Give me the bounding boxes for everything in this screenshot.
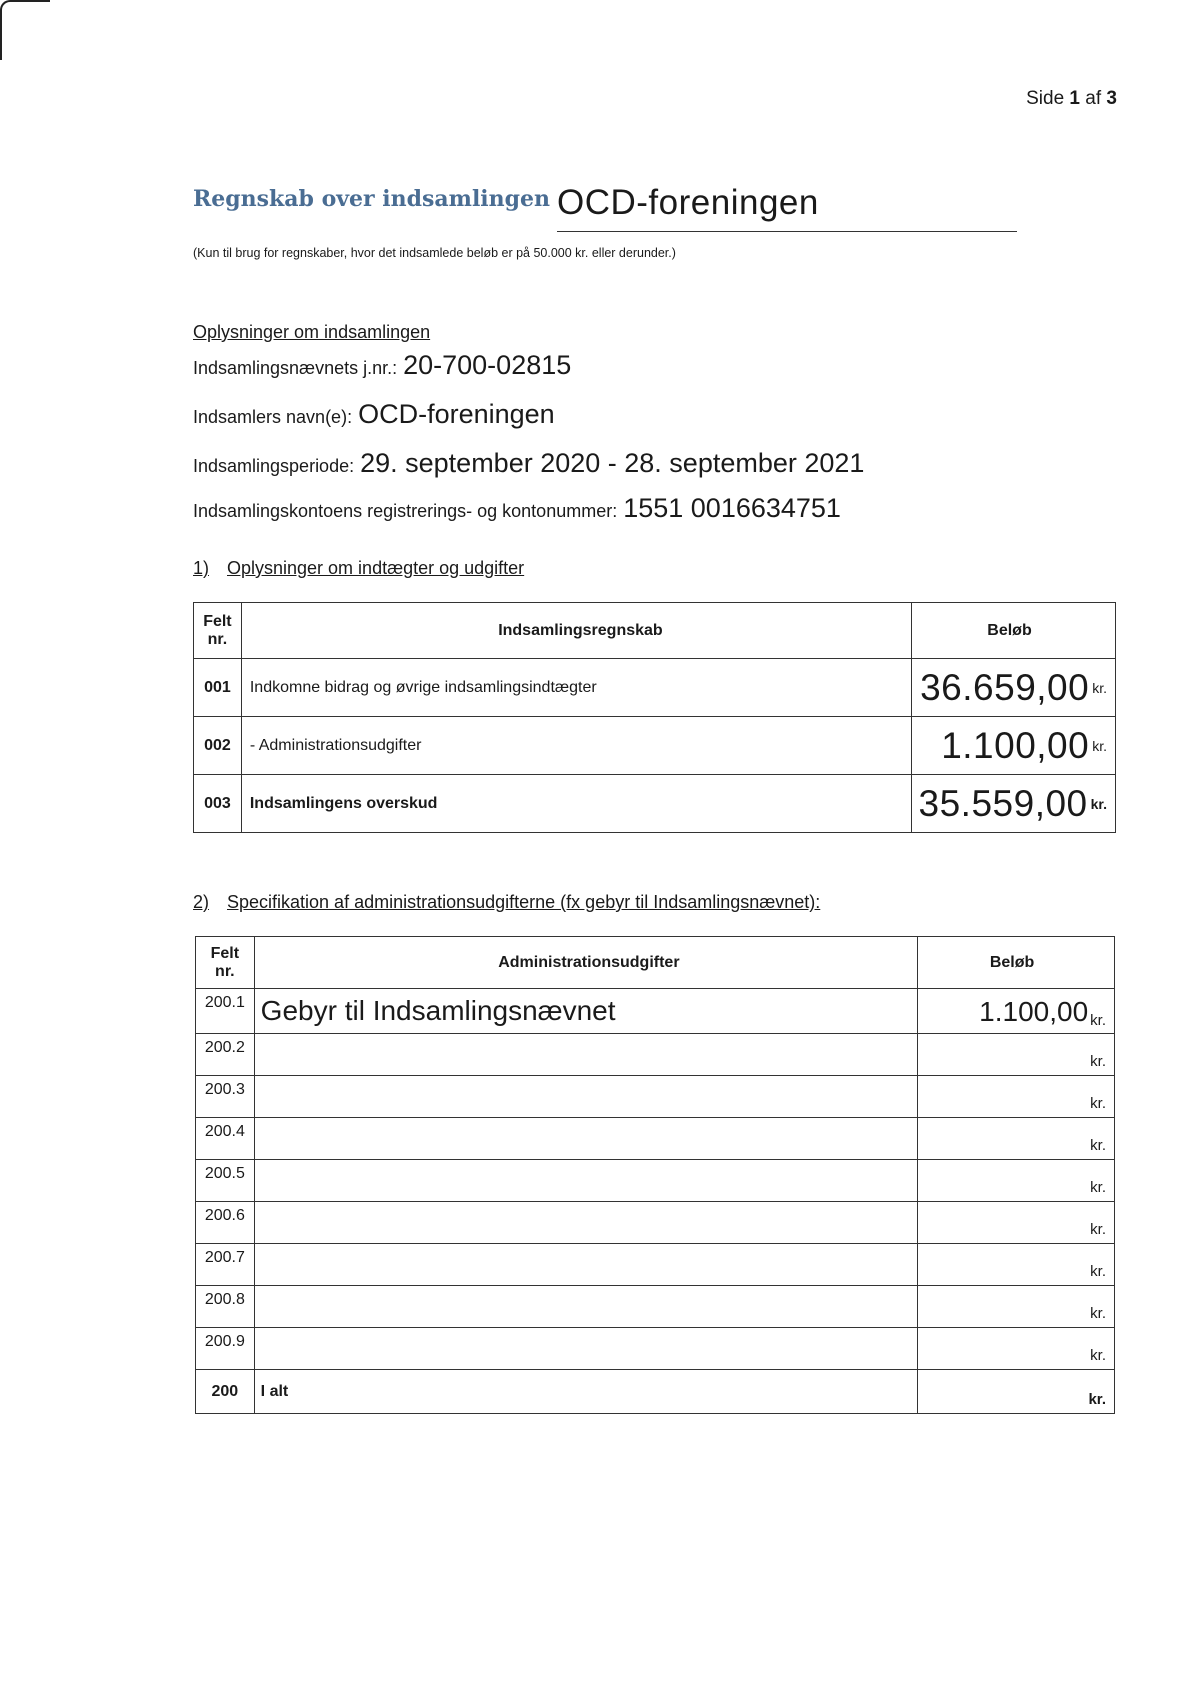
jnr-row: [193, 350, 571, 381]
table-header-row: [194, 603, 1116, 659]
table-row: 200.5 kr.: [196, 1160, 1115, 1202]
name-row: [193, 399, 555, 430]
corner-scan-mark: [0, 0, 50, 60]
income-expense-table: [193, 602, 1116, 833]
table-row: 200.8 kr.: [196, 1286, 1115, 1328]
jnr-value: 20-700-02815: [403, 350, 572, 380]
col-felt-header: Felt nr.: [194, 603, 242, 659]
account-value: 1551 0016634751: [623, 493, 841, 523]
form-title: [193, 186, 550, 212]
period-row: [193, 448, 864, 479]
period-label: Indsamlingsperiode:: [193, 456, 355, 476]
col-amount-header: Beløb: [918, 937, 1115, 989]
section1-title: 1) Oplysninger om indtægter og udgifter: [193, 558, 525, 578]
table-row: 003 Indsamlingens overskud 35.559,00 kr.: [194, 775, 1116, 833]
admin-expenses-table: [195, 936, 1115, 1414]
total-row: 200 I alt kr.: [196, 1370, 1115, 1414]
table-row: 200.1 Gebyr til Indsamlingsnævnet 1.100,00 kr.: [196, 989, 1115, 1034]
table-row: 200.9 kr.: [196, 1328, 1115, 1370]
title-underline: [557, 231, 1017, 232]
table-row: 002 - Administrationsudgifter 1.100,00 kr.: [194, 717, 1116, 775]
name-value: OCD-foreningen: [358, 399, 555, 429]
account-row: [193, 493, 841, 524]
account-label: Indsamlingskontoens registrerings- og kontonummer:: [193, 501, 618, 521]
table-row: 200.6 kr.: [196, 1202, 1115, 1244]
name-label: Indsamlers navn(e):: [193, 407, 353, 427]
col-desc-header: Indsamlingsregnskab: [241, 603, 911, 659]
section2-title: 2) Specifikation af administrationsudgifterne (fx gebyr til Indsamlingsnævnet):: [193, 892, 821, 912]
table-row: 200.3 kr.: [196, 1076, 1115, 1118]
jnr-label: Indsamlingsnævnets j.nr.:: [193, 358, 398, 378]
page-number: Side 1 af 3: [1026, 88, 1117, 109]
col-felt-header: Felt nr.: [196, 937, 255, 989]
table-row: 200.7 kr.: [196, 1244, 1115, 1286]
period-value: 29. september 2020 - 28. september 2021: [360, 448, 865, 478]
table-row: 200.4 kr.: [196, 1118, 1115, 1160]
table-header-row: [196, 937, 1115, 989]
table-row: 200.2 kr.: [196, 1034, 1115, 1076]
form-title-label: Regnskab over indsamlingen: [193, 186, 551, 212]
info-heading: Oplysninger om indsamlingen: [193, 322, 431, 342]
form-subtitle: (Kun til brug for regnskaber, hvor det indsamlede beløb er på 50.000 kr. eller derunder.): [193, 246, 676, 260]
col-desc-header: Administrationsudgifter: [254, 937, 917, 989]
col-amount-header: Beløb: [912, 603, 1116, 659]
table-row: 001 Indkomne bidrag og øvrige indsamlingsindtægter 36.659,00 kr.: [194, 659, 1116, 717]
form-title-value: OCD-foreningen: [557, 183, 819, 222]
